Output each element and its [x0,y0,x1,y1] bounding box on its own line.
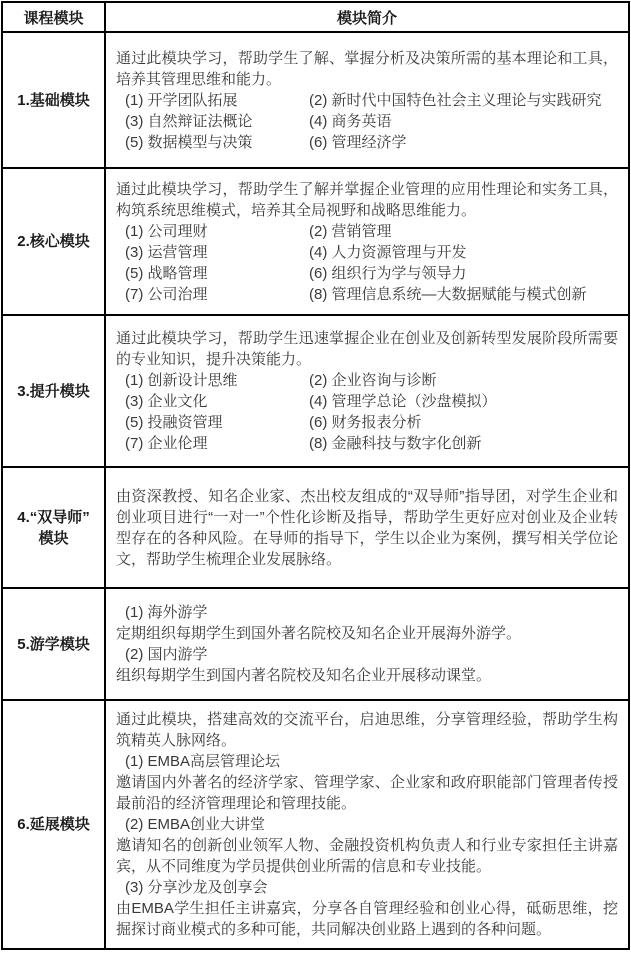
module-intro-cell [105,315,629,467]
course-item: (6) 组织行为学与领导力 [309,264,467,282]
course-item: (3) 自然辩证法概论 [125,112,253,130]
header-intro-column: 模块简介 [105,2,629,32]
module-name-line: 6.延展模块 [17,816,90,833]
course-module-page [0,1,631,950]
course-item: (7) 企业伦理 [125,435,208,452]
table-header-row [2,2,629,32]
course-item: (5) 数据模型与决策 [125,133,253,151]
module-name-cell [2,588,105,700]
course-item: (1) 创新设计思维 [125,372,238,389]
module-name-line: 模块 [38,529,69,547]
table-row [2,467,629,588]
course-item: (4) 管理学总论（沙盘模拟） [309,393,497,410]
module-name-cell [2,467,105,588]
module-name-cell [2,168,105,315]
course-item: (5) 战略管理 [125,264,208,282]
course-item: (8) 金融科技与数字化创新 [309,435,482,452]
module-intro-cell [105,168,629,315]
course-item: (2) 企业咨询与诊断 [309,372,437,389]
course-list-grid [116,370,618,454]
course-module-table [1,1,630,950]
course-item: (2) 新时代中国特色社会主义理论与实践研究 [309,91,602,109]
intro-paragraph: 由EMBA学生担任主讲嘉宾，分享各自管理经验和创业心得，砥砺思维，挖掘探讨商业模式的多种可能，共同解决创业路上遇到的各种问题。 [116,900,618,938]
intro-paragraph: 定期组织每期学生到国外著名院校及知名企业开展海外游学。 [116,625,522,642]
course-item: (1) 海外游学 [125,604,208,621]
table-row [2,32,629,168]
intro-paragraph: 组织每期学生到国内著名院校及知名企业开展移动课堂。 [116,667,492,684]
course-item: (3) 分享沙龙及创享会 [125,879,268,896]
table-row [2,315,629,467]
course-item: (2) 营销管理 [309,222,392,240]
module-name-line: 4.“双导师” [17,508,90,526]
course-item: (6) 财务报表分析 [309,414,422,431]
header-module-column: 课程模块 [2,2,105,32]
table-row [2,168,629,315]
intro-paragraph: 通过此模块学习，帮助学生了解、掌握分析及决策所需的基本理论和工具，培养其管理思维和能力。 [116,49,618,88]
course-item: (1) 开学团队拓展 [125,91,238,109]
intro-paragraph: 邀请知名的创新创业领军人物、金融投资机构负责人和行业专家担任主讲嘉宾，从不同维度为学员提供创业所需的信息和专业技能。 [116,837,618,875]
module-name-line: 2.核心模块 [17,233,90,250]
intro-paragraph: 通过此模块，搭建高效的交流平台，启迪思维，分享管理经验，帮助学生构筑精英人脉网络。 [116,711,618,749]
course-item: (7) 公司治理 [125,285,208,303]
table-row [2,588,629,700]
module-intro-cell [105,700,629,949]
course-list-grid [116,90,618,153]
intro-paragraph: 通过此模块学习，帮助学生了解并掌握企业管理的应用性理论和实务工具，构筑系统思维模式，培养其全局视野和战略思维能力。 [116,180,618,219]
module-intro-cell [105,32,629,168]
course-list-grid [116,221,618,305]
course-item: (4) 人力资源管理与开发 [309,243,467,261]
module-name-cell [2,700,105,949]
module-name-cell [2,32,105,168]
intro-paragraph: 邀请国内外著名的经济学家、管理学家、企业家和政府职能部门管理者传授最前沿的经济管理理论和管理技能。 [116,774,618,812]
module-name-line: 5.游学模块 [17,635,90,653]
course-item: (8) 管理信息系统—大数据赋能与模式创新 [309,285,587,303]
course-item: (2) EMBA创业大讲堂 [125,816,266,833]
module-intro-cell [105,588,629,700]
intro-paragraph: 由资深教授、知名企业家、杰出校友组成的“双导师”指导团，对学生企业和创业项目进行“一对一”个性化诊断及指导，帮助学生更好应对创业及企业转型存在的各种风险。在导师的指导下，学生以企业为案例，撰写相关学位论文，帮助学生梳理企业发展脉络。 [116,487,618,568]
table-body [2,32,629,949]
course-item: (3) 企业文化 [125,393,208,410]
course-item: (1) 公司理财 [125,222,208,240]
course-item: (4) 商务英语 [309,112,392,130]
module-name-line: 1.基础模块 [17,91,90,109]
course-item: (5) 投融资管理 [125,414,223,431]
module-intro-cell [105,467,629,588]
intro-paragraph: 通过此模块学习，帮助学生迅速掌握企业在创业及创新转型发展阶段所需要的专业知识，提升决策能力。 [116,330,618,368]
course-item: (6) 管理经济学 [309,133,407,151]
course-item: (1) EMBA高层管理论坛 [125,753,281,770]
module-name-cell [2,315,105,467]
table-row [2,700,629,949]
course-item: (3) 运营管理 [125,243,208,261]
course-item: (2) 国内游学 [125,646,208,663]
module-name-line: 3.提升模块 [17,382,90,400]
